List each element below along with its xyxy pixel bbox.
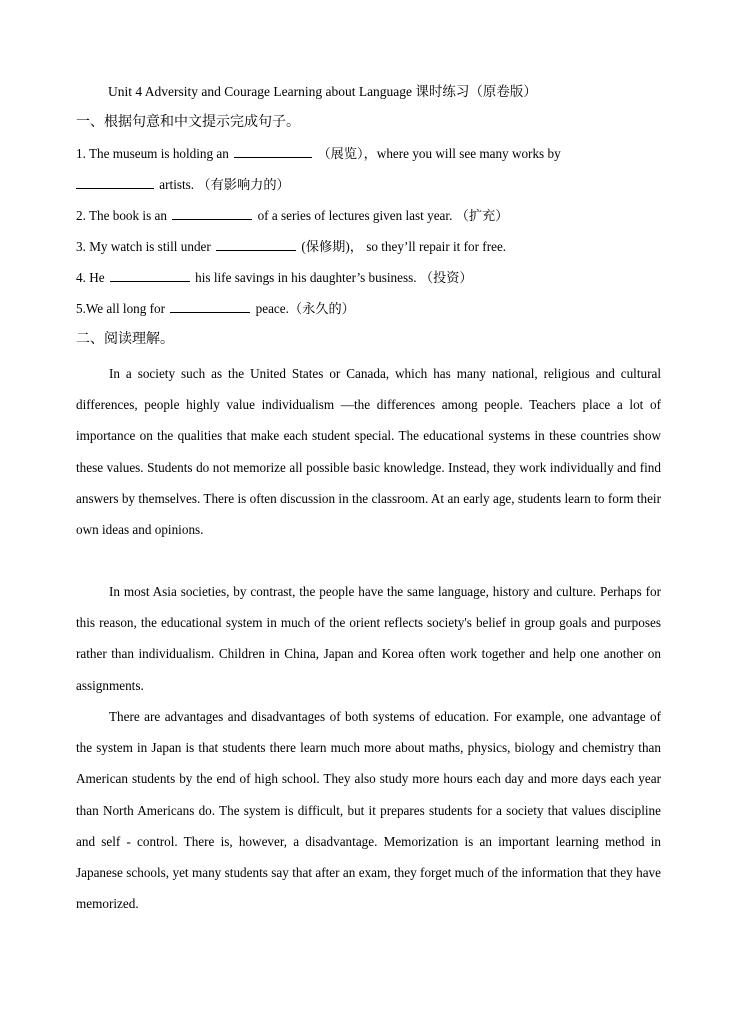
q1-text-b: （展览），where you will see many works by (317, 146, 561, 161)
question-1-line-1 (76, 145, 661, 163)
q5-text-b: peace.（永久的） (255, 301, 355, 316)
q4-blank[interactable] (110, 269, 190, 282)
q1-text-c: artists. （有影响力的） (159, 177, 290, 192)
q4-text-b: his life savings in his daughter’s business. （投资） (195, 270, 473, 285)
q3-text-a: 3. My watch is still under (76, 239, 211, 254)
question-5 (76, 300, 661, 318)
q3-text-b: (保修期)， so they’ll repair it for free. (301, 239, 507, 254)
question-1-line-2 (76, 176, 661, 194)
q1-text-a: 1. The museum is holding an (76, 146, 229, 161)
reading-paragraph-2: In most Asia societies, by contrast, the people have the same language, history and culture. Perhaps for this reason, the educational system in much of the orient reflects society's belief in group goals and purposes rather than individualism. Children in China, Japan and Korea often work together and help one another on assignments. (76, 584, 661, 693)
q4-text-a: 4. He (76, 270, 105, 285)
q5-text-a: 5.We all long for (76, 301, 166, 316)
reading-paragraph-3: There are advantages and disadvantages of both systems of education. For example, one advantage of the system in Japan is that students there learn much more about maths, physics, biology and chemistry than American students by the end of high school. They also study more hours each day and more days each year than North Americans do. The system is difficult, but it prepares students for a society that values discipline and self - control. There is, however, a disadvantage. Memorization is an important learning method in Japanese schools, yet many students say that after an exam, they forget much of the information that they have memorized. (76, 709, 661, 912)
q3-blank[interactable] (216, 238, 296, 251)
question-3 (76, 238, 661, 256)
q5-blank[interactable] (170, 300, 250, 313)
q1-blank-1[interactable] (234, 145, 312, 158)
q2-blank[interactable] (172, 207, 252, 220)
reading-paragraph-1: In a society such as the United States or Canada, which has many national, religious and cultural differences, people highly value individualism —the differences among people. Teachers place a lot of importance on the qualities that make each student special. The educational systems in these countries show these values. Students do not memorize all possible basic knowledge. Instead, they work individually and find answers by themselves. There is often discussion in the classroom. At an early age, students learn to form their own ideas and opinions. (76, 366, 661, 538)
q1-blank-2[interactable] (76, 176, 154, 189)
section1-heading: 一、根据句意和中文提示完成句子。 (76, 115, 300, 130)
document-title: Unit 4 Adversity and Courage Learning about Language 课时练习（原卷版） (108, 84, 537, 99)
question-4 (76, 269, 661, 287)
question-2 (76, 207, 661, 225)
section2-heading: 二、阅读理解。 (76, 332, 174, 347)
q2-text-a: 2. The book is an (76, 208, 167, 223)
q2-text-b: of a series of lectures given last year. （扩充） (257, 208, 509, 223)
